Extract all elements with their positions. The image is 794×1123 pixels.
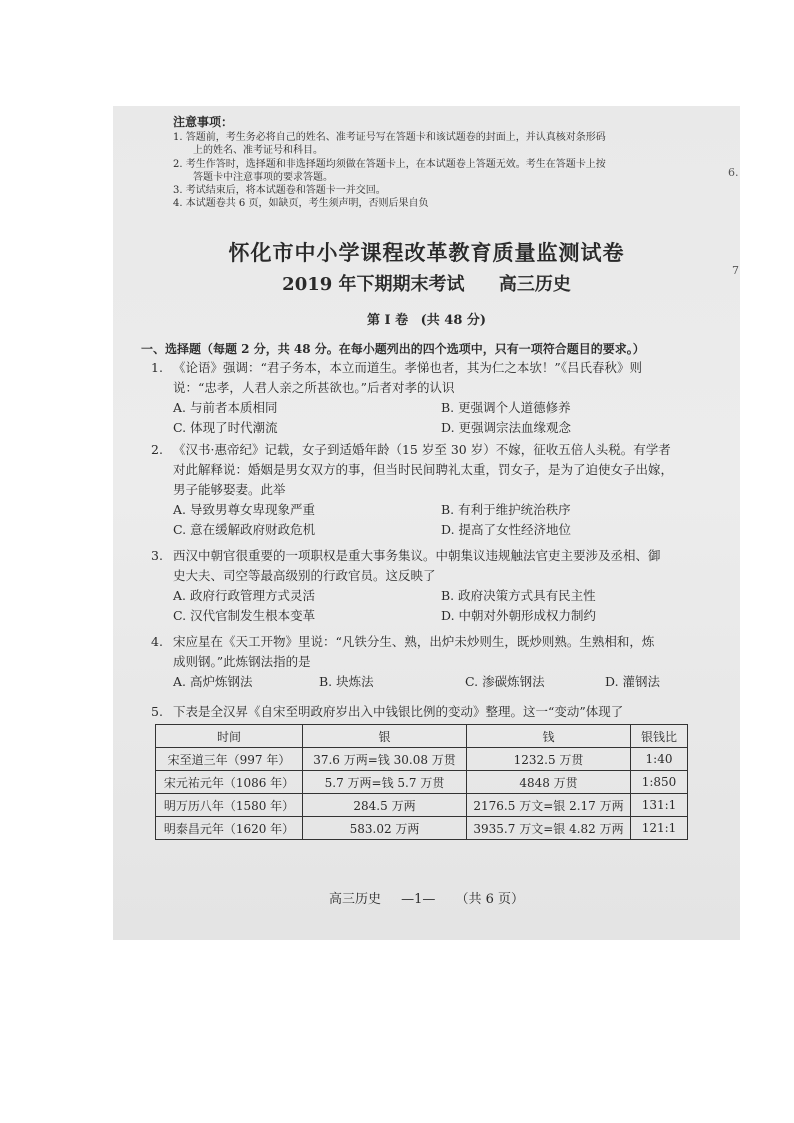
table-cell: 1232.5 万贯	[467, 748, 631, 771]
page-footer	[113, 888, 740, 907]
option-a: A. 与前者本质相同	[173, 400, 278, 415]
edge-mark-mid: 7	[732, 264, 739, 277]
option-b: B. 政府决策方式具有民主性	[441, 588, 596, 603]
table-cell: 1:850	[631, 771, 688, 794]
table-cell: 2176.5 万文=银 2.17 万两	[467, 794, 631, 817]
question-text: 《汉书·惠帝纪》记载，女子到适婚年龄（15 岁至 30 岁）不嫁，征收五倍人头税。有学者	[173, 442, 671, 457]
table-cell: 583.02 万两	[303, 817, 467, 840]
table-cell: 宋元祐元年（1086 年）	[156, 771, 303, 794]
question-number: 2.	[151, 442, 163, 457]
table-row	[156, 794, 688, 817]
table-cell: 5.7 万两=钱 5.7 万贯	[303, 771, 467, 794]
exam-title: 怀化市中小学课程改革教育质量监测试卷	[228, 240, 625, 265]
question-text: 男子能够娶妻。此举	[173, 482, 286, 497]
table-cell: 121:1	[631, 817, 688, 840]
question-number: 4.	[151, 634, 163, 649]
notes-block	[173, 116, 733, 210]
table-cell: 1:40	[631, 748, 688, 771]
table-header: 银	[303, 725, 467, 748]
question-text: 西汉中朝官很重要的一项职权是重大事务集议。中朝集议违规触法官吏主要涉及丞相、御	[173, 548, 661, 563]
table-cell: 284.5 万两	[303, 794, 467, 817]
note-item: 3. 考试结束后，将本试题卷和答题卡一并交回。	[173, 185, 386, 197]
question-number: 1.	[151, 360, 163, 375]
note-item: 1. 答题前，考生务必将自己的姓名、准考证号写在答题卡和该试题卷的封面上，并认真核对条形码	[173, 132, 606, 144]
table-header: 银钱比	[631, 725, 688, 748]
exam-page	[113, 106, 740, 940]
section-heading: 一、选择题（每题 2 分，共 48 分。在每小题列出的四个选项中，只有一项符合题目的要求。）	[141, 342, 645, 356]
silver-coin-table	[155, 724, 688, 840]
question-text: 史大夫、司空等最高级别的行政官员。这反映了	[173, 568, 436, 583]
table-cell: 131:1	[631, 794, 688, 817]
question-number: 5.	[151, 704, 163, 719]
option-d: D. 提高了女性经济地位	[441, 522, 572, 537]
notes-title: 注意事项：	[173, 115, 234, 129]
note-item: 2. 考生作答时，选择题和非选择题均须做在答题卡上，在本试题卷上答题无效。考生在答题卡上按	[173, 158, 606, 170]
table-header: 钱	[467, 725, 631, 748]
option-a: A. 导致男尊女卑现象严重	[173, 502, 315, 517]
footer-page-number: —1—	[401, 892, 436, 907]
option-b: B. 更强调个人道德修养	[441, 400, 571, 415]
question-text: 说：“忠孝，人君人亲之所甚欲也。”后者对孝的认识	[173, 380, 455, 395]
question-5	[151, 702, 731, 722]
note-item-cont: 上的姓名、准考证号和科目。	[193, 145, 323, 157]
option-c: C. 渗碳炼钢法	[465, 674, 545, 689]
table-cell: 4848 万贯	[467, 771, 631, 794]
option-d: D. 中朝对外朝形成权力制约	[441, 608, 597, 623]
option-d: D. 更强调宗法血缘观念	[441, 420, 572, 435]
exam-subtitle	[113, 270, 740, 296]
table-cell: 3935.7 万文=银 4.82 万两	[467, 817, 631, 840]
option-d: D. 灌钢法	[605, 674, 661, 689]
table-row	[156, 771, 688, 794]
part-label: 第 I 卷	[366, 313, 409, 328]
table-cell: 明万历八年（1580 年）	[156, 794, 303, 817]
table-row	[156, 748, 688, 771]
question-4	[151, 632, 731, 692]
question-text: 《论语》强调：“君子务本，本立而道生。孝悌也者，其为仁之本欤！”《吕氏春秋》则	[173, 360, 643, 375]
option-a: A. 高炉炼钢法	[173, 674, 253, 689]
edge-mark-top: 6.	[728, 166, 739, 179]
exam-subject: 高三历史	[498, 274, 571, 295]
option-c: C. 汉代官制发生根本变革	[173, 608, 316, 623]
option-c: C. 体现了时代潮流	[173, 420, 278, 435]
table-header-row	[156, 725, 688, 748]
note-item: 4. 本试题卷共 6 页，如缺页，考生须声明，否则后果自负	[173, 198, 429, 210]
question-text: 宋应星在《天工开物》里说：“凡铁分生、熟，出炉未炒则生，既炒则熟。生熟相和，炼	[173, 634, 655, 649]
part-score: (共 48 分)	[420, 313, 487, 328]
exam-term: 2019 年下期期末考试	[282, 274, 465, 295]
table-cell: 明泰昌元年（1620 年）	[156, 817, 303, 840]
note-item-cont: 答题卡中注意事项的要求答题。	[193, 171, 333, 183]
footer-total-pages: （共 6 页）	[455, 892, 525, 907]
table-cell: 宋至道三年（997 年）	[156, 748, 303, 771]
footer-subject: 高三历史	[328, 892, 381, 907]
table-header: 时间	[156, 725, 303, 748]
question-text: 成则钢。”此炼钢法指的是	[173, 654, 311, 669]
question-2	[151, 440, 731, 540]
option-c: C. 意在缓解政府财政危机	[173, 522, 316, 537]
part-heading	[113, 309, 740, 328]
question-1	[151, 358, 731, 438]
option-a: A. 政府行政管理方式灵活	[173, 588, 315, 603]
question-text: 下表是全汉昇《自宋至明政府岁出入中钱银比例的变动》整理。这一“变动”体现了	[173, 704, 624, 719]
question-text: 对此解释说：婚姻是男女双方的事，但当时民间聘礼太重，罚女子，是为了迫使女子出嫁，	[173, 462, 674, 477]
table-cell: 37.6 万两=钱 30.08 万贯	[303, 748, 467, 771]
option-b: B. 有利于维护统治秩序	[441, 502, 571, 517]
question-3	[151, 546, 731, 626]
option-b: B. 块炼法	[319, 674, 374, 689]
question-number: 3.	[151, 548, 163, 563]
table-row	[156, 817, 688, 840]
